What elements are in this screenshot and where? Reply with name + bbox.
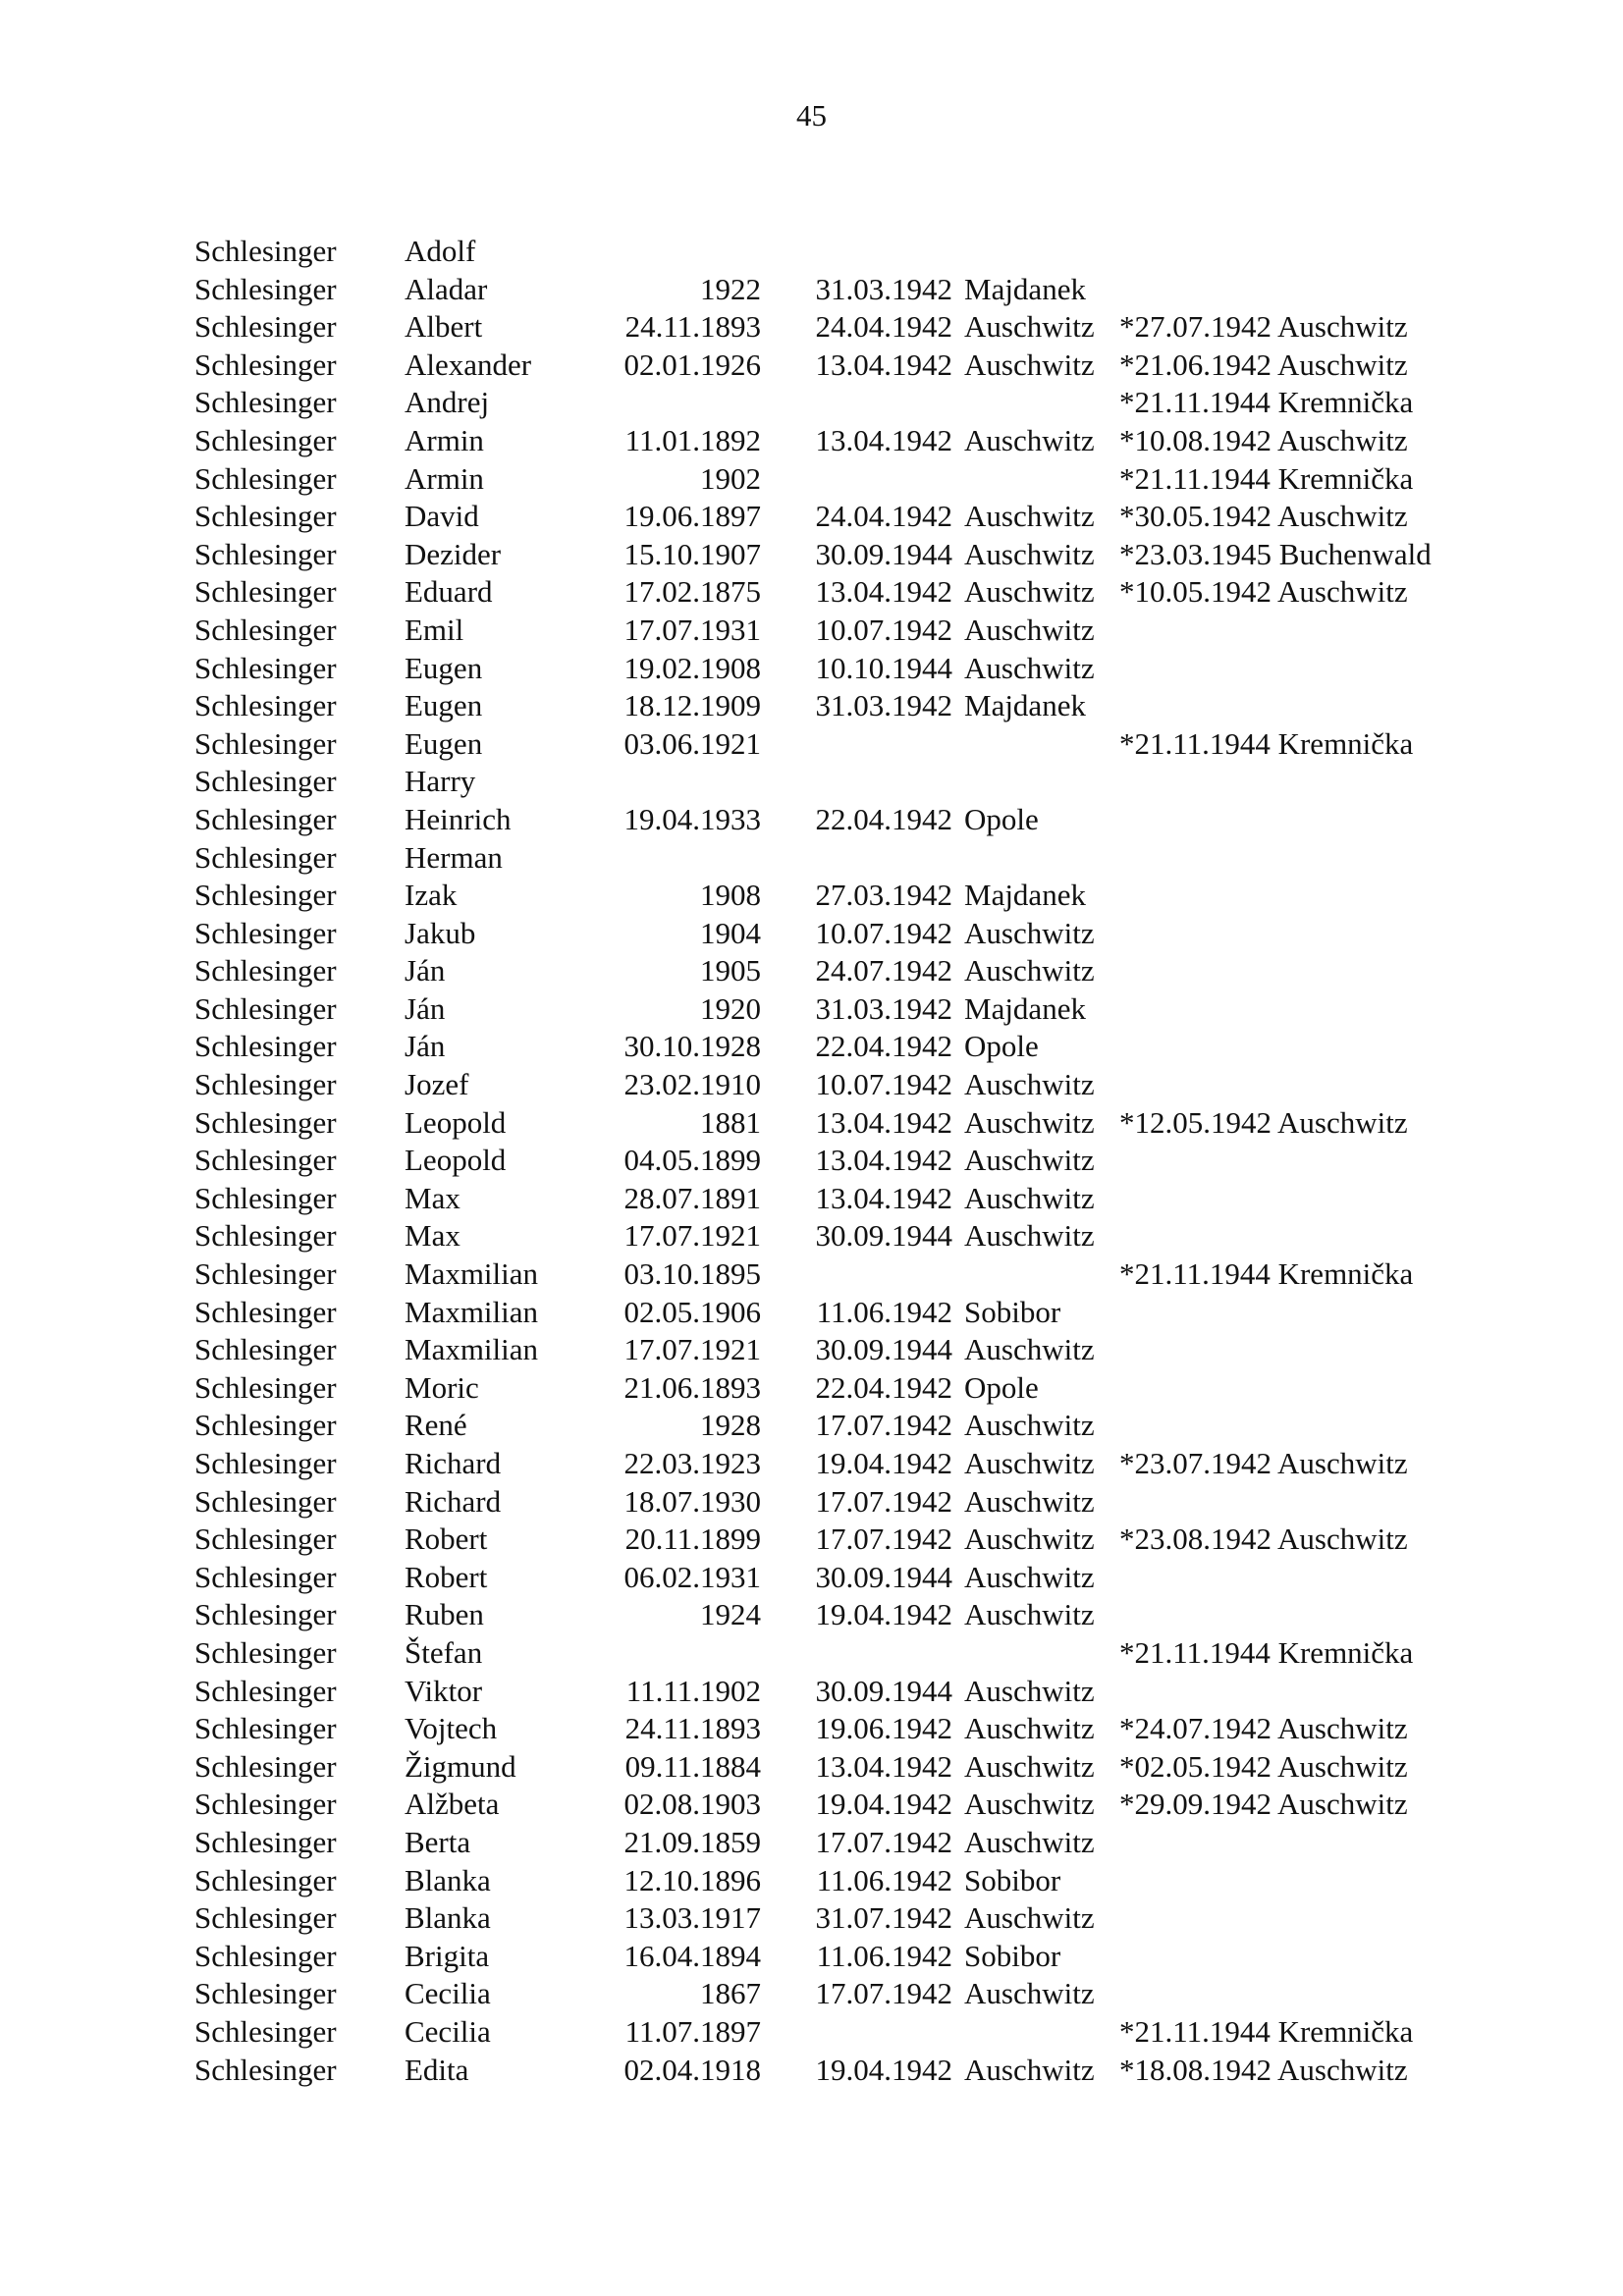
record-row: [0, 1634, 1623, 1673]
birth-date-cell: 21.06.1893: [623, 1369, 761, 1405]
record-row: [0, 990, 1623, 1029]
record-row: [0, 1066, 1623, 1104]
destination-cell: Opole: [964, 1029, 1039, 1064]
birth-date-cell: 09.11.1884: [624, 1748, 761, 1784]
destination-cell: Opole: [964, 1369, 1039, 1405]
death-record-cell: *21.11.1944 Kremnička: [1119, 725, 1414, 761]
destination-cell: Majdanek: [964, 688, 1086, 723]
surname-cell: Schlesinger: [194, 915, 337, 950]
death-record-cell: *23.08.1942 Auschwitz: [1119, 1522, 1408, 1557]
surname-cell: Schlesinger: [194, 688, 337, 723]
destination-cell: Auschwitz: [964, 1976, 1095, 2011]
birth-date-cell: 1924: [700, 1597, 761, 1632]
record-row: [0, 460, 1623, 499]
destination-cell: Auschwitz: [964, 1711, 1095, 1746]
surname-cell: Schlesinger: [194, 990, 337, 1026]
record-row: [0, 1369, 1623, 1408]
birth-date-cell: 1902: [700, 460, 761, 496]
surname-cell: Schlesinger: [194, 1446, 337, 1480]
deportation-date-cell: 30.09.1944: [815, 536, 952, 571]
birth-date-cell: 23.02.1910: [623, 1067, 761, 1102]
death-record-cell: *18.08.1942 Auschwitz: [1119, 2052, 1408, 2087]
death-record-cell: *21.11.1944 Kremnička: [1119, 2013, 1414, 2049]
destination-cell: Auschwitz: [964, 347, 1095, 382]
given-name-cell: Andrej: [405, 385, 490, 420]
destination-cell: Auschwitz: [964, 1673, 1095, 1708]
birth-date-cell: 28.07.1891: [623, 1180, 761, 1215]
record-row: [0, 650, 1623, 688]
given-name-cell: Moric: [405, 1369, 479, 1405]
record-row: [0, 498, 1623, 536]
surname-cell: Schlesinger: [194, 309, 337, 345]
record-row: [0, 1559, 1623, 1597]
deportation-date-cell: 31.03.1942: [815, 688, 952, 723]
record-row: [0, 1862, 1623, 1900]
deportation-date-cell: 13.04.1942: [815, 1748, 952, 1784]
record-row: [0, 1786, 1623, 1824]
given-name-cell: Max: [405, 1218, 460, 1254]
given-name-cell: Armin: [405, 422, 484, 457]
given-name-cell: Blanka: [405, 1900, 491, 1936]
surname-cell: Schlesinger: [194, 1256, 337, 1292]
death-record-cell: *21.11.1944 Kremnička: [1119, 385, 1414, 420]
birth-date-cell: 16.04.1894: [623, 1938, 761, 1973]
record-row: [0, 1180, 1623, 1218]
given-name-cell: René: [405, 1408, 467, 1443]
birth-date-cell: 1905: [700, 953, 761, 988]
destination-cell: Auschwitz: [964, 1787, 1095, 1822]
record-row: [0, 763, 1623, 801]
destination-cell: Opole: [964, 801, 1039, 836]
deportation-date-cell: 13.04.1942: [815, 1104, 952, 1140]
death-record-cell: *21.11.1944 Kremnička: [1119, 460, 1414, 496]
surname-cell: Schlesinger: [194, 271, 337, 306]
death-record-cell: *23.07.1942 Auschwitz: [1119, 1446, 1408, 1480]
destination-cell: Auschwitz: [964, 422, 1095, 457]
given-name-cell: Ján: [405, 953, 446, 988]
given-name-cell: Dezider: [405, 536, 502, 571]
birth-date-cell: 17.02.1875: [623, 574, 761, 610]
destination-cell: Auschwitz: [964, 499, 1095, 534]
birth-date-cell: 1920: [700, 990, 761, 1026]
destination-cell: Auschwitz: [964, 612, 1095, 647]
record-row: [0, 1596, 1623, 1634]
surname-cell: Schlesinger: [194, 499, 337, 534]
records-list: [0, 233, 1623, 2089]
destination-cell: Auschwitz: [964, 1218, 1095, 1254]
death-record-cell: *30.05.1942 Auschwitz: [1119, 499, 1408, 534]
deportation-date-cell: 30.09.1944: [815, 1559, 952, 1594]
deportation-date-cell: 19.04.1942: [815, 1787, 952, 1822]
record-row: [0, 839, 1623, 878]
deportation-date-cell: 10.07.1942: [815, 915, 952, 950]
birth-date-cell: 18.07.1930: [623, 1483, 761, 1519]
destination-cell: Auschwitz: [964, 1824, 1095, 1859]
deportation-date-cell: 17.07.1942: [815, 1522, 952, 1557]
given-name-cell: Cecilia: [405, 2013, 491, 2049]
destination-cell: Auschwitz: [964, 1559, 1095, 1594]
birth-date-cell: 18.12.1909: [623, 688, 761, 723]
surname-cell: Schlesinger: [194, 1748, 337, 1784]
deportation-date-cell: 27.03.1942: [815, 878, 952, 913]
surname-cell: Schlesinger: [194, 1332, 337, 1367]
record-row: [0, 2013, 1623, 2052]
deportation-date-cell: 24.04.1942: [815, 309, 952, 345]
record-row: [0, 1673, 1623, 1711]
surname-cell: Schlesinger: [194, 878, 337, 913]
record-row: [0, 1255, 1623, 1294]
given-name-cell: Jozef: [405, 1067, 469, 1102]
surname-cell: Schlesinger: [194, 347, 337, 382]
surname-cell: Schlesinger: [194, 1408, 337, 1443]
destination-cell: Majdanek: [964, 990, 1086, 1026]
surname-cell: Schlesinger: [194, 1483, 337, 1519]
destination-cell: Auschwitz: [964, 536, 1095, 571]
given-name-cell: Alexander: [405, 347, 532, 382]
destination-cell: Auschwitz: [964, 915, 1095, 950]
record-row: [0, 1824, 1623, 1862]
given-name-cell: David: [405, 499, 479, 534]
birth-date-cell: 02.05.1906: [623, 1294, 761, 1329]
record-row: [0, 1710, 1623, 1748]
surname-cell: Schlesinger: [194, 460, 337, 496]
surname-cell: Schlesinger: [194, 2013, 337, 2049]
given-name-cell: Žigmund: [405, 1748, 516, 1784]
given-name-cell: Izak: [405, 878, 458, 913]
surname-cell: Schlesinger: [194, 1673, 337, 1708]
given-name-cell: Blanka: [405, 1862, 491, 1897]
destination-cell: Majdanek: [964, 878, 1086, 913]
surname-cell: Schlesinger: [194, 1938, 337, 1973]
birth-date-cell: 12.10.1896: [623, 1862, 761, 1897]
deportation-date-cell: 17.07.1942: [815, 1483, 952, 1519]
death-record-cell: *27.07.1942 Auschwitz: [1119, 309, 1408, 345]
given-name-cell: Vojtech: [405, 1711, 498, 1746]
deportation-date-cell: 13.04.1942: [815, 347, 952, 382]
birth-date-cell: 17.07.1921: [623, 1218, 761, 1254]
destination-cell: Auschwitz: [964, 1143, 1095, 1178]
given-name-cell: Herman: [405, 839, 503, 875]
destination-cell: Auschwitz: [964, 1180, 1095, 1215]
birth-date-cell: 1922: [700, 271, 761, 306]
given-name-cell: Maxmilian: [405, 1256, 539, 1292]
birth-date-cell: 17.07.1931: [623, 612, 761, 647]
deportation-date-cell: 10.10.1944: [815, 650, 952, 685]
record-row: [0, 801, 1623, 839]
birth-date-cell: 30.10.1928: [623, 1029, 761, 1064]
given-name-cell: Eugen: [405, 650, 483, 685]
surname-cell: Schlesinger: [194, 1294, 337, 1329]
birth-date-cell: 06.02.1931: [623, 1559, 761, 1594]
record-row: [0, 422, 1623, 460]
given-name-cell: Richard: [405, 1446, 502, 1480]
deportation-date-cell: 17.07.1942: [815, 1824, 952, 1859]
record-row: [0, 1899, 1623, 1938]
surname-cell: Schlesinger: [194, 650, 337, 685]
record-row: [0, 1938, 1623, 1976]
deportation-date-cell: 10.07.1942: [815, 1067, 952, 1102]
given-name-cell: Jakub: [405, 915, 476, 950]
surname-cell: Schlesinger: [194, 1180, 337, 1215]
record-row: [0, 1748, 1623, 1787]
record-row: [0, 1483, 1623, 1522]
birth-date-cell: 1904: [700, 915, 761, 950]
birth-date-cell: 02.04.1918: [623, 2052, 761, 2087]
destination-cell: Auschwitz: [964, 1483, 1095, 1519]
given-name-cell: Maxmilian: [405, 1294, 539, 1329]
destination-cell: Auschwitz: [964, 650, 1095, 685]
deportation-date-cell: 19.04.1942: [815, 1446, 952, 1480]
surname-cell: Schlesinger: [194, 1787, 337, 1822]
deportation-date-cell: 24.04.1942: [815, 499, 952, 534]
record-row: [0, 271, 1623, 309]
destination-cell: Auschwitz: [964, 1446, 1095, 1480]
record-row: [0, 347, 1623, 385]
death-record-cell: *12.05.1942 Auschwitz: [1119, 1104, 1408, 1140]
record-row: [0, 1445, 1623, 1483]
deportation-date-cell: 30.09.1944: [815, 1673, 952, 1708]
deportation-date-cell: 10.07.1942: [815, 612, 952, 647]
surname-cell: Schlesinger: [194, 1067, 337, 1102]
destination-cell: Auschwitz: [964, 1748, 1095, 1784]
deportation-date-cell: 13.04.1942: [815, 574, 952, 610]
record-row: [0, 1521, 1623, 1559]
given-name-cell: Ján: [405, 1029, 446, 1064]
deportation-date-cell: 22.04.1942: [815, 1029, 952, 1064]
destination-cell: Auschwitz: [964, 1597, 1095, 1632]
birth-date-cell: 1908: [700, 878, 761, 913]
death-record-cell: *29.09.1942 Auschwitz: [1119, 1787, 1408, 1822]
record-row: [0, 384, 1623, 422]
surname-cell: Schlesinger: [194, 1634, 337, 1670]
deportation-date-cell: 30.09.1944: [815, 1218, 952, 1254]
birth-date-cell: 24.11.1893: [624, 1711, 761, 1746]
destination-cell: Auschwitz: [964, 2052, 1095, 2087]
surname-cell: Schlesinger: [194, 1218, 337, 1254]
birth-date-cell: 04.05.1899: [623, 1143, 761, 1178]
deportation-date-cell: 22.04.1942: [815, 1369, 952, 1405]
destination-cell: Auschwitz: [964, 1104, 1095, 1140]
death-record-cell: *23.03.1945 Buchenwald: [1119, 536, 1432, 571]
birth-date-cell: 11.07.1897: [624, 2013, 761, 2049]
surname-cell: Schlesinger: [194, 1522, 337, 1557]
given-name-cell: Leopold: [405, 1104, 507, 1140]
birth-date-cell: 1867: [700, 1976, 761, 2011]
birth-date-cell: 20.11.1899: [624, 1522, 761, 1557]
record-row: [0, 877, 1623, 915]
given-name-cell: Alžbeta: [405, 1787, 500, 1822]
record-row: [0, 308, 1623, 347]
death-record-cell: *10.05.1942 Auschwitz: [1119, 574, 1408, 610]
surname-cell: Schlesinger: [194, 1862, 337, 1897]
destination-cell: Majdanek: [964, 271, 1086, 306]
birth-date-cell: 02.08.1903: [623, 1787, 761, 1822]
destination-cell: Auschwitz: [964, 1067, 1095, 1102]
destination-cell: Sobibor: [964, 1862, 1061, 1897]
surname-cell: Schlesinger: [194, 1369, 337, 1405]
birth-date-cell: 21.09.1859: [623, 1824, 761, 1859]
destination-cell: Sobibor: [964, 1294, 1061, 1329]
deportation-date-cell: 30.09.1944: [815, 1332, 952, 1367]
given-name-cell: Robert: [405, 1522, 488, 1557]
surname-cell: Schlesinger: [194, 953, 337, 988]
birth-date-cell: 15.10.1907: [623, 536, 761, 571]
destination-cell: Auschwitz: [964, 1900, 1095, 1936]
birth-date-cell: 11.11.1902: [625, 1673, 761, 1708]
surname-cell: Schlesinger: [194, 574, 337, 610]
deportation-date-cell: 31.03.1942: [815, 990, 952, 1026]
birth-date-cell: 19.04.1933: [623, 801, 761, 836]
surname-cell: Schlesinger: [194, 536, 337, 571]
deportation-date-cell: 31.07.1942: [815, 1900, 952, 1936]
deportation-date-cell: 19.04.1942: [815, 1597, 952, 1632]
given-name-cell: Heinrich: [405, 801, 512, 836]
surname-cell: Schlesinger: [194, 1029, 337, 1064]
given-name-cell: Richard: [405, 1483, 502, 1519]
birth-date-cell: 02.01.1926: [623, 347, 761, 382]
given-name-cell: Harry: [405, 764, 476, 799]
surname-cell: Schlesinger: [194, 1976, 337, 2011]
deportation-date-cell: 19.04.1942: [815, 2052, 952, 2087]
surname-cell: Schlesinger: [194, 2052, 337, 2087]
deportation-date-cell: 31.03.1942: [815, 271, 952, 306]
record-row: [0, 1975, 1623, 2013]
given-name-cell: Brigita: [405, 1938, 490, 1973]
record-row: [0, 952, 1623, 990]
record-row: [0, 1028, 1623, 1066]
record-row: [0, 233, 1623, 271]
surname-cell: Schlesinger: [194, 1900, 337, 1936]
surname-cell: Schlesinger: [194, 1824, 337, 1859]
deportation-date-cell: 24.07.1942: [815, 953, 952, 988]
death-record-cell: *21.11.1944 Kremnička: [1119, 1634, 1414, 1670]
deportation-date-cell: 13.04.1942: [815, 1180, 952, 1215]
record-row: [0, 1407, 1623, 1445]
surname-cell: Schlesinger: [194, 764, 337, 799]
record-row: [0, 573, 1623, 612]
record-row: [0, 1331, 1623, 1369]
given-name-cell: Aladar: [405, 271, 488, 306]
deportation-date-cell: 22.04.1942: [815, 801, 952, 836]
given-name-cell: Štefan: [405, 1634, 483, 1670]
given-name-cell: Albert: [405, 309, 483, 345]
destination-cell: Auschwitz: [964, 1408, 1095, 1443]
destination-cell: Auschwitz: [964, 574, 1095, 610]
birth-date-cell: 1881: [700, 1104, 761, 1140]
deportation-date-cell: 11.06.1942: [816, 1294, 952, 1329]
birth-date-cell: 03.10.1895: [623, 1256, 761, 1292]
given-name-cell: Armin: [405, 460, 484, 496]
given-name-cell: Leopold: [405, 1143, 507, 1178]
given-name-cell: Emil: [405, 612, 464, 647]
birth-date-cell: 13.03.1917: [623, 1900, 761, 1936]
surname-cell: Schlesinger: [194, 1143, 337, 1178]
given-name-cell: Eduard: [405, 574, 493, 610]
given-name-cell: Eugen: [405, 688, 483, 723]
birth-date-cell: 24.11.1893: [624, 309, 761, 345]
birth-date-cell: 11.01.1892: [624, 422, 761, 457]
surname-cell: Schlesinger: [194, 234, 337, 268]
given-name-cell: Edita: [405, 2052, 469, 2087]
given-name-cell: Ruben: [405, 1597, 484, 1632]
surname-cell: Schlesinger: [194, 1597, 337, 1632]
given-name-cell: Max: [405, 1180, 460, 1215]
given-name-cell: Ján: [405, 990, 446, 1026]
given-name-cell: Adolf: [405, 234, 476, 268]
birth-date-cell: 03.06.1921: [623, 725, 761, 761]
given-name-cell: Berta: [405, 1824, 471, 1859]
deportation-date-cell: 13.04.1942: [815, 422, 952, 457]
record-row: [0, 536, 1623, 574]
deportation-date-cell: 11.06.1942: [816, 1862, 952, 1897]
death-record-cell: *21.06.1942 Auschwitz: [1119, 347, 1408, 382]
deportation-date-cell: 19.06.1942: [815, 1711, 952, 1746]
deportation-date-cell: 17.07.1942: [815, 1976, 952, 2011]
death-record-cell: *21.11.1944 Kremnička: [1119, 1256, 1414, 1292]
death-record-cell: *10.08.1942 Auschwitz: [1119, 422, 1408, 457]
surname-cell: Schlesinger: [194, 1711, 337, 1746]
surname-cell: Schlesinger: [194, 612, 337, 647]
birth-date-cell: 22.03.1923: [623, 1446, 761, 1480]
record-row: [0, 612, 1623, 650]
record-row: [0, 1104, 1623, 1143]
surname-cell: Schlesinger: [194, 1559, 337, 1594]
birth-date-cell: 17.07.1921: [623, 1332, 761, 1367]
destination-cell: Auschwitz: [964, 953, 1095, 988]
surname-cell: Schlesinger: [194, 422, 337, 457]
deportation-date-cell: 17.07.1942: [815, 1408, 952, 1443]
birth-date-cell: 19.06.1897: [623, 499, 761, 534]
surname-cell: Schlesinger: [194, 725, 337, 761]
surname-cell: Schlesinger: [194, 839, 337, 875]
destination-cell: Sobibor: [964, 1938, 1061, 1973]
death-record-cell: *02.05.1942 Auschwitz: [1119, 1748, 1408, 1784]
given-name-cell: Cecilia: [405, 1976, 491, 2011]
destination-cell: Auschwitz: [964, 1522, 1095, 1557]
birth-date-cell: 19.02.1908: [623, 650, 761, 685]
record-row: [0, 1142, 1623, 1180]
death-record-cell: *24.07.1942 Auschwitz: [1119, 1711, 1408, 1746]
record-row: [0, 1294, 1623, 1332]
record-row: [0, 2052, 1623, 2090]
record-row: [0, 725, 1623, 764]
given-name-cell: Maxmilian: [405, 1332, 539, 1367]
record-row: [0, 687, 1623, 725]
given-name-cell: Robert: [405, 1559, 488, 1594]
given-name-cell: Eugen: [405, 725, 483, 761]
destination-cell: Auschwitz: [964, 1332, 1095, 1367]
birth-date-cell: 1928: [700, 1408, 761, 1443]
surname-cell: Schlesinger: [194, 1104, 337, 1140]
given-name-cell: Viktor: [405, 1673, 483, 1708]
page-number: 45: [796, 98, 827, 133]
surname-cell: Schlesinger: [194, 385, 337, 420]
surname-cell: Schlesinger: [194, 801, 337, 836]
destination-cell: Auschwitz: [964, 309, 1095, 345]
record-row: [0, 915, 1623, 953]
deportation-date-cell: 11.06.1942: [816, 1938, 952, 1973]
deportation-date-cell: 13.04.1942: [815, 1143, 952, 1178]
record-row: [0, 1217, 1623, 1255]
